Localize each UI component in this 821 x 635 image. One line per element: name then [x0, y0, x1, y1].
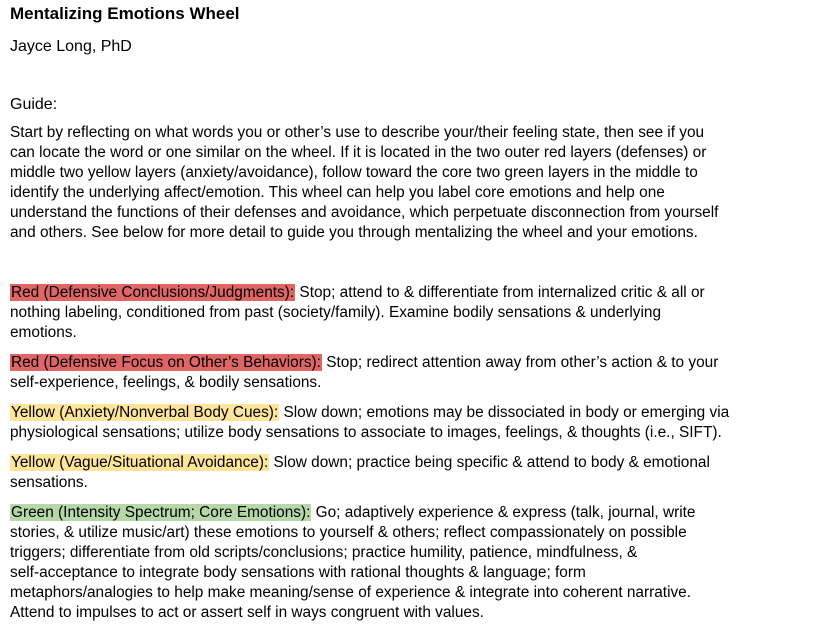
item-line: nothing labeling, conditioned from past (society/family). Examine bodily sensations & underlying [10, 304, 662, 321]
layer-item-yellow-avoidance [10, 453, 821, 493]
item-line: emotions. [10, 324, 77, 341]
color-layer-list [10, 283, 821, 623]
item-text: Go; adaptively experience & express (talk, journal, write [311, 504, 696, 521]
item-line: sensations. [10, 474, 88, 491]
document-page [10, 4, 821, 633]
highlighted-label: Yellow (Vague/Situational Avoidance): [11, 454, 269, 471]
highlighted-label: Yellow (Anxiety/Nonverbal Body Cues): [11, 404, 279, 421]
layer-item-green-core-emotions [10, 503, 821, 623]
layer-item-yellow-anxiety [10, 403, 821, 443]
document-author: Jayce Long, PhD [10, 38, 132, 55]
layer-item-red-defensive-focus [10, 353, 821, 393]
guide-line: identify the underlying affect/emotion. This wheel can help you label core emotions and help one [10, 184, 665, 201]
guide-line: middle two yellow layers (anxiety/avoidance), follow toward the core two green layers in the middle to [10, 164, 698, 181]
item-line: stories, & utilize music/art) these emotions to yourself & others; reflect compassionately on possible [10, 524, 687, 541]
item-line: metaphors/analogies to help make meaning/sense of experience & integrate into coherent narrative. [10, 584, 692, 601]
document-title: Mentalizing Emotions Wheel [10, 4, 240, 23]
guide-line: and others. See below for more detail to guide you through mentalizing the wheel and your emotions. [10, 224, 698, 241]
guide-line: understand the functions of their defenses and avoidance, which perpetuate disconnection from yourself [10, 204, 719, 221]
highlighted-label: Red (Defensive Focus on Other’s Behaviors): [11, 354, 321, 371]
layer-item-red-defensive-conclusions [10, 283, 821, 343]
guide-heading: Guide: [10, 96, 58, 113]
highlighted-label: Green (Intensity Spectrum; Core Emotions): [11, 504, 311, 521]
item-line: Attend to impulses to act or assert self in ways congruent with values. [10, 604, 484, 621]
highlighted-label: Red (Defensive Conclusions/Judgments): [11, 284, 295, 301]
item-line: triggers; differentiate from old scripts/conclusions; practice humility, patience, mindfulness, & [10, 544, 638, 561]
item-text: Stop; attend to & differentiate from internalized critic & all or [295, 284, 705, 301]
item-text: Stop; redirect attention away from other’s action & to your [321, 354, 719, 371]
guide-paragraph [10, 123, 820, 243]
guide-line: can locate the word or one similar on the wheel. If it is located in the two outer red layers (defenses) or [10, 144, 707, 161]
item-line: self-experience, feelings, & bodily sensations. [10, 374, 322, 391]
guide-line: Start by reflecting on what words you or other’s use to describe your/their feeling state, then see if you [10, 124, 705, 141]
item-text: Slow down; practice being specific & attend to body & emotional [269, 454, 710, 471]
item-line: self-acceptance to integrate body sensations with rational thoughts & language; form [10, 564, 586, 581]
item-text: Slow down; emotions may be dissociated in body or emerging via [279, 404, 730, 421]
item-line: physiological sensations; utilize body sensations to associate to images, feelings, & thoughts (i.e., SIFT). [10, 424, 722, 441]
